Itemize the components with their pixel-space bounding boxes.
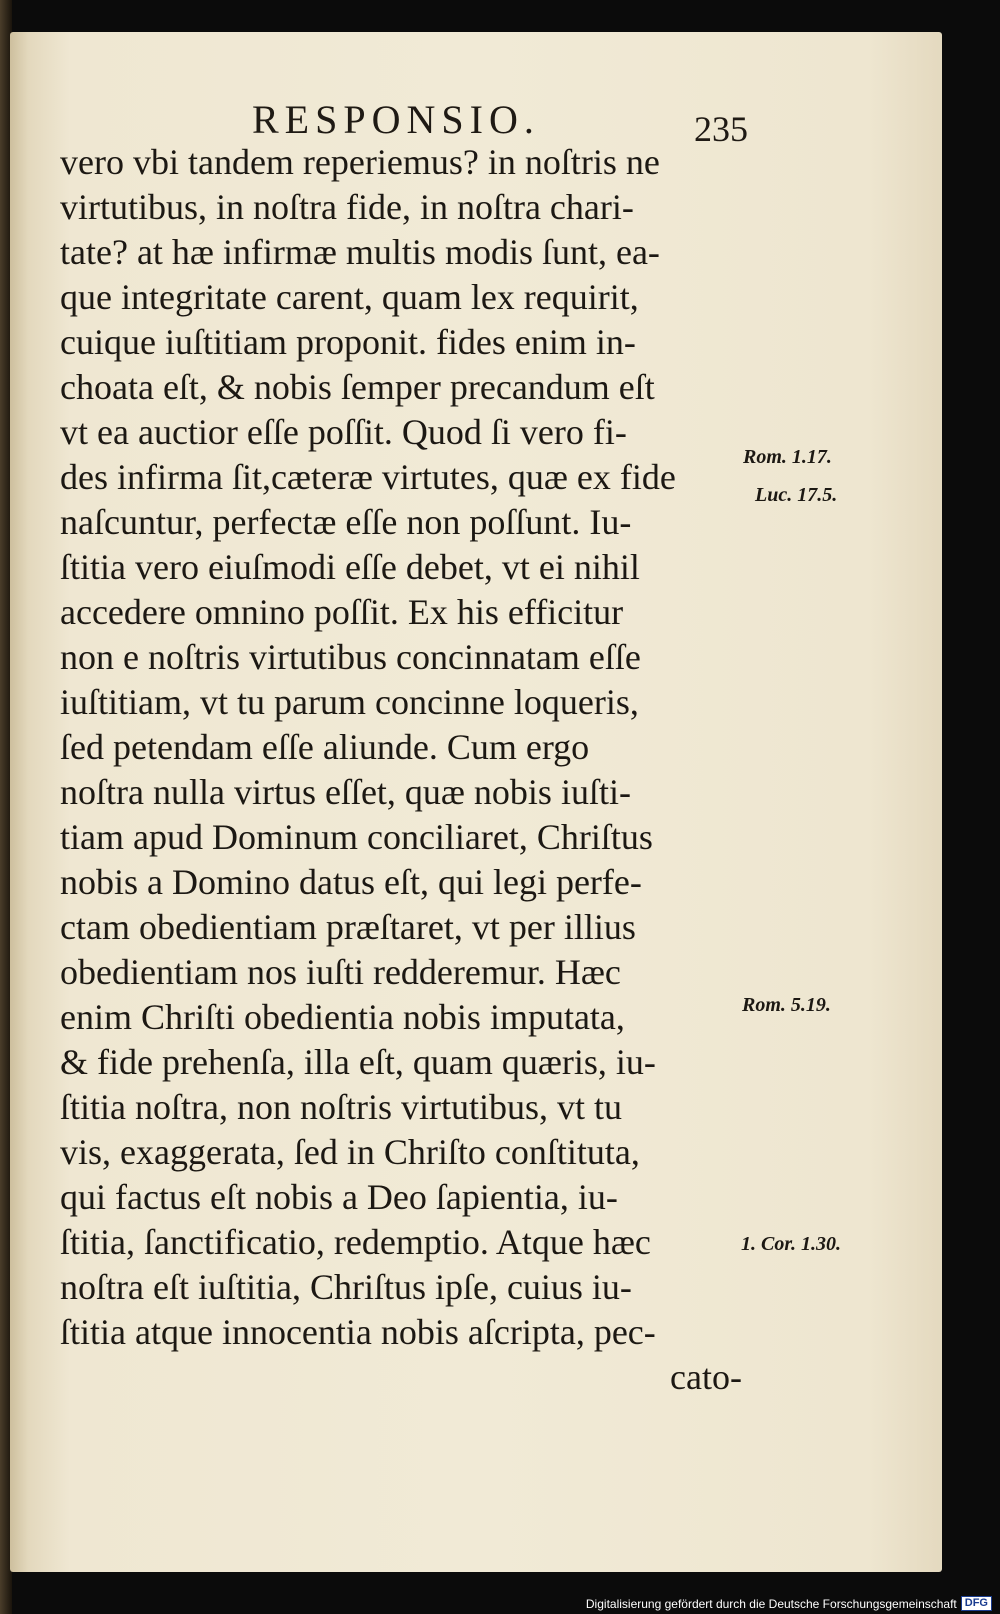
text-line: enim Chriſti obedientia nobis imputata, xyxy=(60,997,625,1037)
text-line: obedientiam nos iuſti redderemur. Hæc xyxy=(60,952,621,992)
text-line: ſed petendam eſſe aliunde. Cum ergo xyxy=(60,727,590,767)
text-line: naſcuntur, perfectæ eſſe non poſſunt. Iu- xyxy=(60,502,632,542)
running-head: RESPONSIO. xyxy=(252,97,540,142)
body-text xyxy=(60,140,750,1400)
margin-note-1-cor-1-30: 1. Cor. 1.30. xyxy=(741,1233,842,1255)
page-header xyxy=(0,96,1000,149)
text-line: ſtitia, ſanctificatio, redemptio. Atque hæc xyxy=(60,1222,651,1262)
margin-note-luc-17-5: Luc. 17.5. xyxy=(755,484,838,506)
text-line: ctam obedientiam præſtaret, vt per illius xyxy=(60,907,636,947)
text-line: choata eſt, & nobis ſemper precandum eſt xyxy=(60,367,655,407)
margin-note-rom-1-17: Rom. 1.17. xyxy=(743,446,832,468)
text-line: ſtitia vero eiuſmodi eſſe debet, vt ei nihil xyxy=(60,547,640,587)
text-line: iuſtitiam, vt tu parum concinne loqueris, xyxy=(60,682,639,722)
text-line: nobis a Domino datus eſt, qui legi perfe- xyxy=(60,862,642,902)
text-line: virtutibus, in noſtra fide, in noſtra chari- xyxy=(60,187,634,227)
text-line: tate? at hæ infirmæ multis modis ſunt, ea- xyxy=(60,232,660,272)
text-line: noſtra eſt iuſtitia, Chriſtus ipſe, cuius iu- xyxy=(60,1267,632,1307)
text-line: tiam apud Dominum conciliaret, Chriſtus xyxy=(60,817,653,857)
footer-credit-text: Digitalisierung gefördert durch die Deutsche Forschungsgemeinschaft xyxy=(585,1596,957,1611)
page-number: 235 xyxy=(694,109,748,149)
text-line: noſtra nulla virtus eſſet, quæ nobis iuſti- xyxy=(60,772,631,812)
text-line: que integritate carent, quam lex requirit, xyxy=(60,277,639,317)
text-line: cuique iuſtitiam proponit. fides enim in- xyxy=(60,322,636,362)
text-line: vis, exaggerata, ſed in Chriſto conſtituta, xyxy=(60,1132,640,1172)
text-line: ſtitia atque innocentia nobis aſcripta, pec- xyxy=(60,1312,656,1352)
text-line: vero vbi tandem reperiemus? in noſtris ne xyxy=(60,142,660,182)
text-line: & fide prehenſa, illa eſt, quam quæris, iu- xyxy=(60,1042,656,1082)
text-line: vt ea auctior eſſe poſſit. Quod ſi vero fi- xyxy=(60,412,627,452)
margin-note-rom-5-19: Rom. 5.19. xyxy=(742,994,831,1016)
text-line: ſtitia noſtra, non noſtris virtutibus, vt tu xyxy=(60,1087,622,1127)
text-line: qui factus eſt nobis a Deo ſapientia, iu- xyxy=(60,1177,618,1217)
catchword: cato- xyxy=(670,1357,742,1397)
text-line: accedere omnino poſſit. Ex his efficitur xyxy=(60,592,624,632)
text-line: des infirma ſit,cæteræ virtutes, quæ ex fide xyxy=(60,457,676,497)
text-line: non e noſtris virtutibus concinnatam eſſe xyxy=(60,637,641,677)
dfg-logo: DFG xyxy=(961,1596,992,1611)
footer-credit xyxy=(586,1596,992,1611)
